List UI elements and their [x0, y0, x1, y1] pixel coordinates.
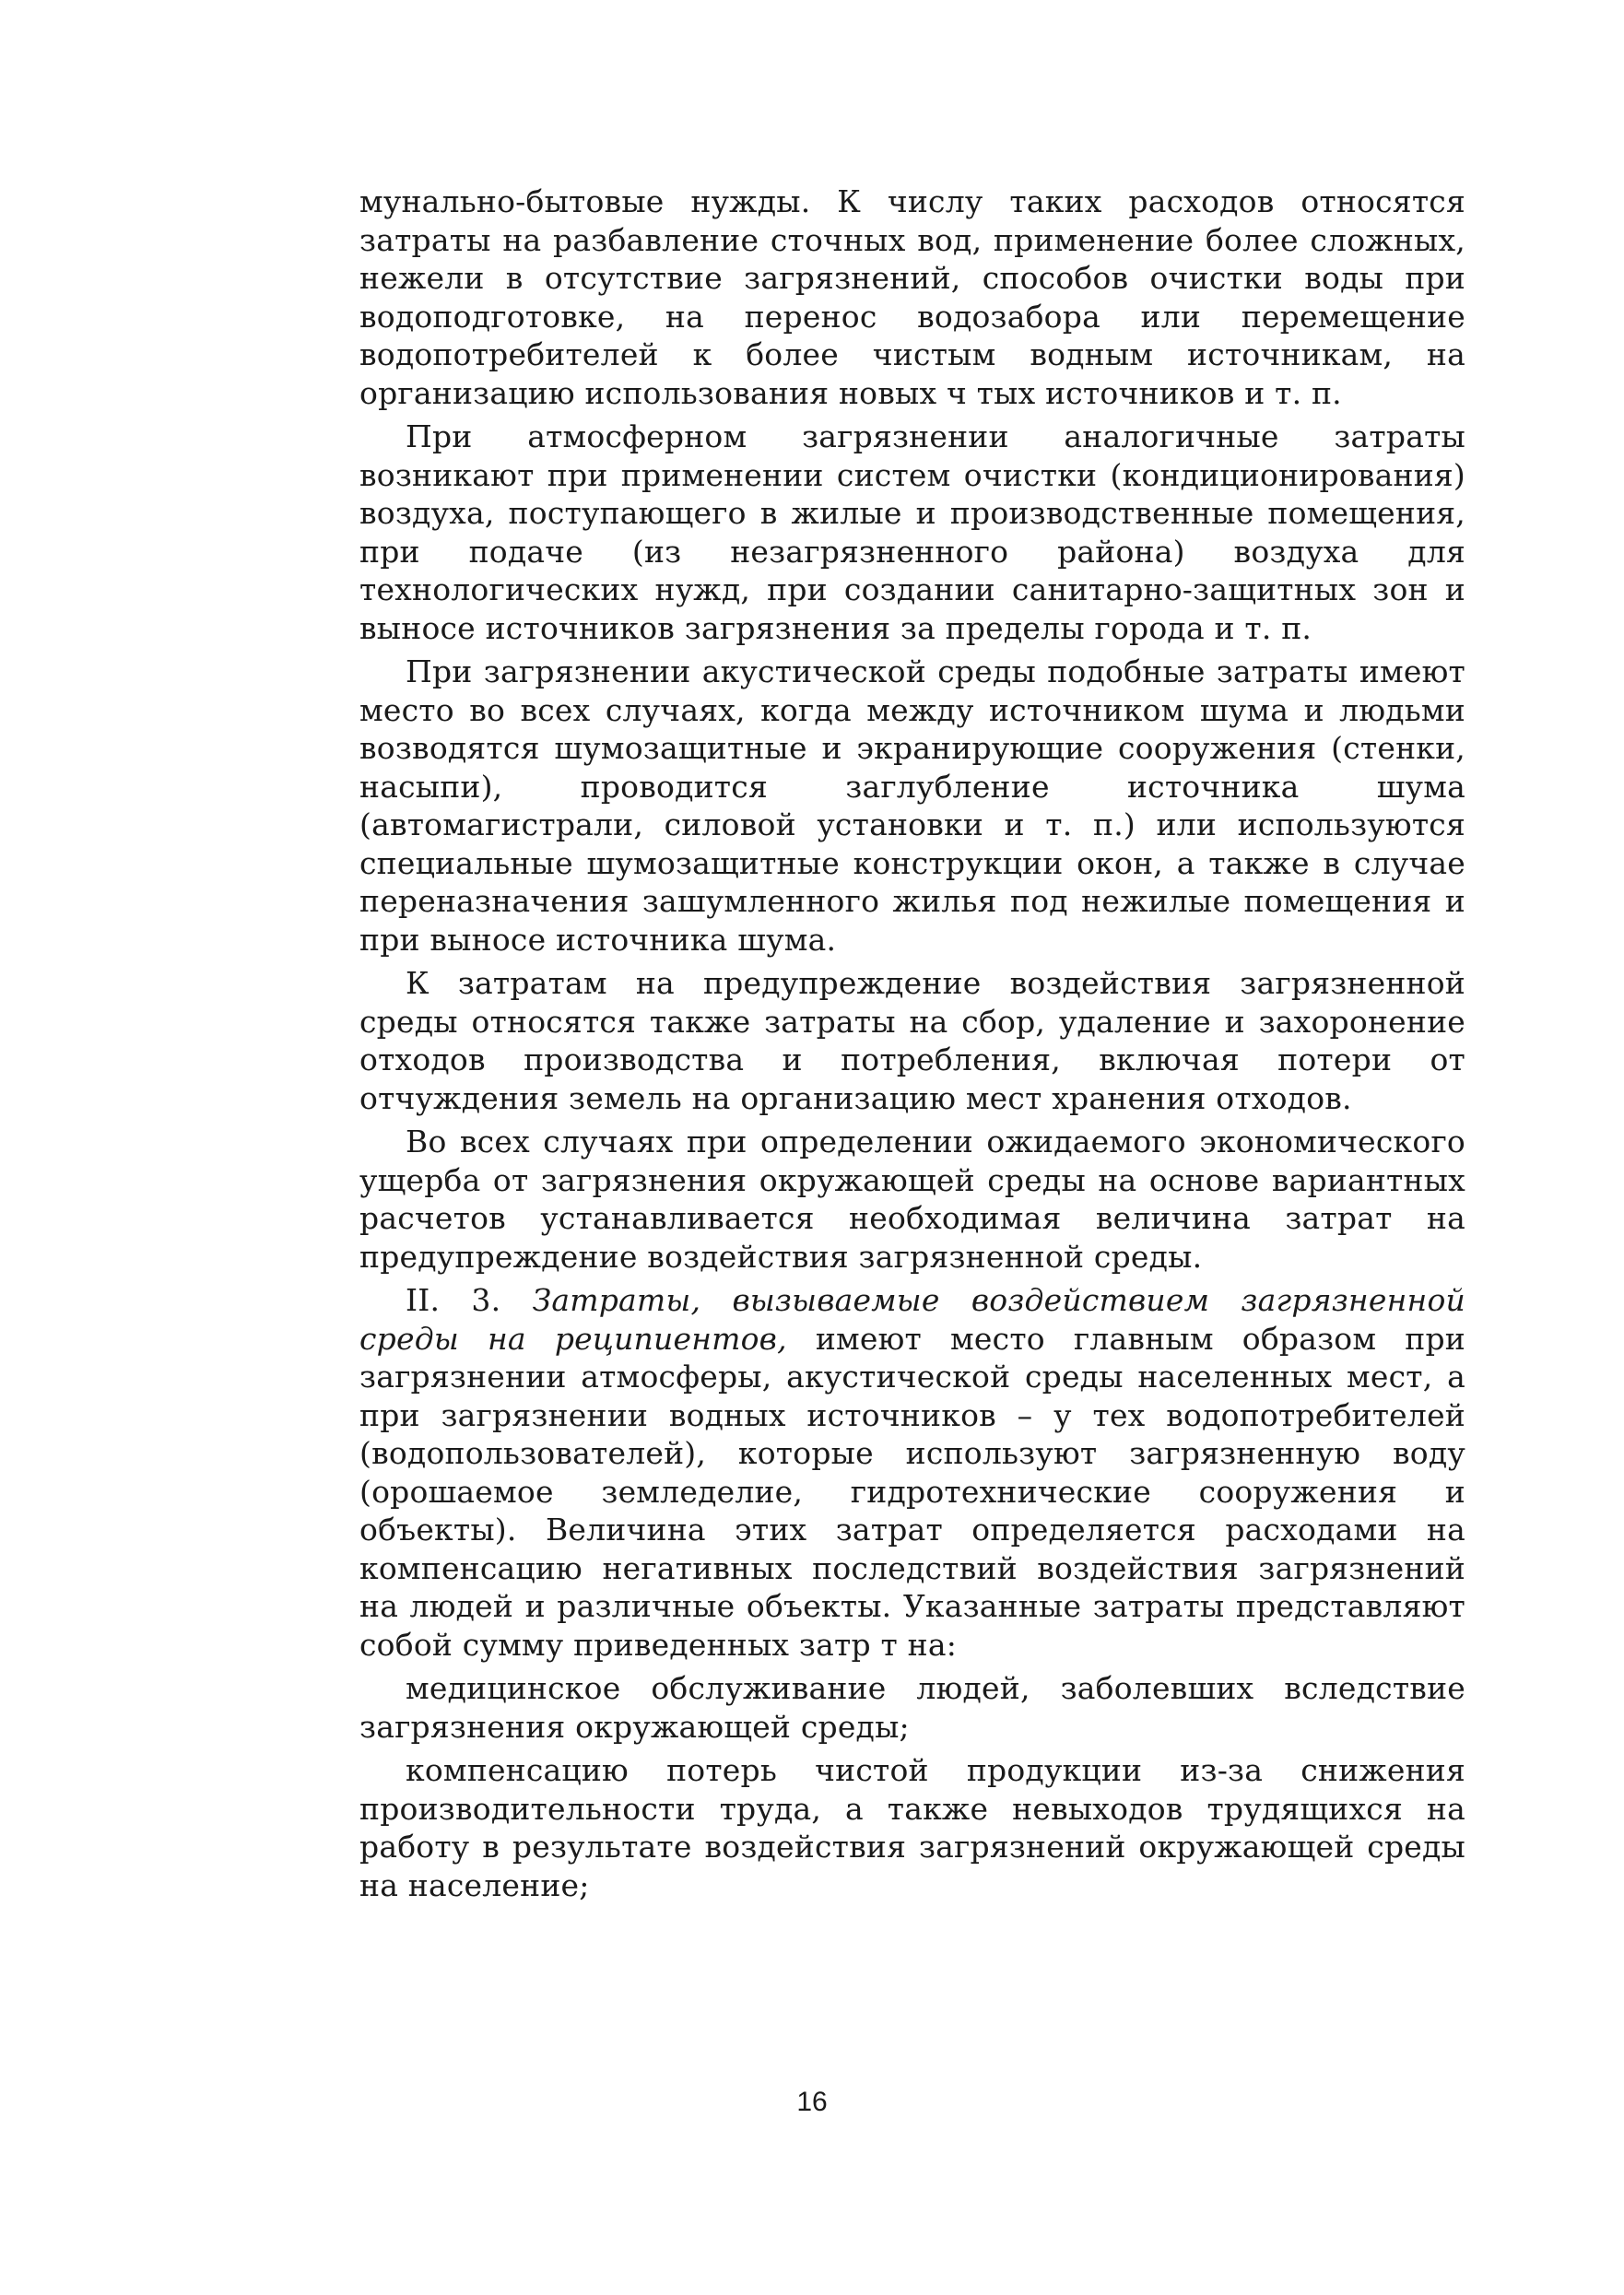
- paragraph-text: При атмосферном загрязнении аналогичные затраты возникают при применении систем очистки (кондиционирования) воздуха, поступающего в жилые и производственные помещения, при подаче (из незагрязненного района) воздуха для технологических нужд, при создании санитарно-защитных зон и выносе источников загрязнения за пределы города и т. п.: [359, 418, 1465, 646]
- paragraph-text: Во всех случаях при определении ожидаемого экономического ущерба от загрязнения окружающей среды на основе вариантных расчетов устанавливается необходимая величина затрат на предупреждение воздействия загрязненной среды.: [359, 1124, 1465, 1275]
- paragraph-text: мунально-бытовые нужды. К числу таких расходов относятся затраты на разбавление сточных вод, применение более сложных, нежели в отсутствие загрязнений, способов очистки воды при водоподготовке, на перенос водозабора или перемещение водопотребителей к более чистым водным источникам, на организацию использования новых ч тых источников и т. п.: [359, 183, 1465, 411]
- paragraph-6: [359, 1281, 1465, 1664]
- section-heading-italic: Затраты, вызываемые воздействием загрязненной среды на реципиентов,: [359, 1282, 1465, 1357]
- body-text: [359, 182, 1465, 1910]
- paragraph-text: При загрязнении акустической среды подобные затраты имеют место во всех случаях, когда между источником шума и людьми возводятся шумозащитные и экранирующие сооружения (стенки, насыпи), проводится заглубление источника шума (автомагистрали, силовой установки и т. п.) или используются специальные шумозащитные конструкции окон, а также в случае переназначения зашумленного жилья под нежилые помещения и при выносе источника шума.: [359, 653, 1465, 958]
- paragraph-1: [359, 182, 1465, 412]
- paragraph-2: [359, 418, 1465, 647]
- paragraph-5: [359, 1123, 1465, 1276]
- paragraph-8: [359, 1751, 1465, 1904]
- paragraph-7: [359, 1669, 1465, 1746]
- paragraph-text: К затратам на предупреждение воздействия загрязненной среды относятся также затраты на сбор, удаление и захоронение отходов производства и потребления, включая потери от отчуждения земель на организацию мест хранения отходов.: [359, 965, 1465, 1116]
- page-number: 16: [796, 2087, 828, 2117]
- paragraph-text: компенсацию потерь чистой продукции из-за снижения производительности труда, а также невыходов трудящихся на работу в результате воздействия загрязнений окружающей среды на население;: [359, 1752, 1465, 1903]
- paragraph-text: медицинское обслуживание людей, заболевших вследствие загрязнения окружающей среды;: [359, 1670, 1465, 1745]
- paragraph-text: имеют место главным образом при загрязнении атмосферы, акустической среды населенных мест, а при загрязнении водных источников – у тех водопотребителей (водопользователей), которые используют загрязненную воду (орошаемое земледелие, гидротехнические сооружения и объекты). Величина этих затрат определяется расходами на компенсацию негативных последствий воздействия загрязнений на людей и различные объекты. Указанные затраты представляют собой сумму приведенных затр т на:: [359, 1320, 1465, 1663]
- paragraph-3: [359, 653, 1465, 959]
- paragraph-4: [359, 964, 1465, 1117]
- section-number: II. 3.: [406, 1282, 533, 1318]
